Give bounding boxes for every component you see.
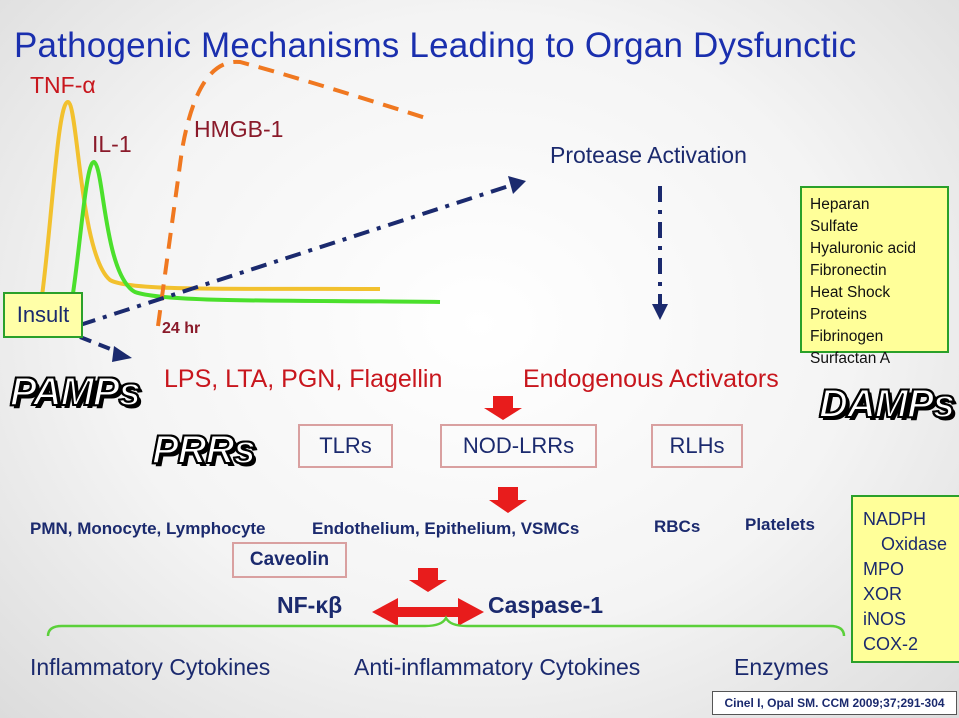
enzyme-item: Oxidase [881,534,948,554]
arrowhead-pamps [112,346,132,362]
red-down-arrow-3 [409,568,447,592]
green-brace [48,618,844,636]
anti-inflammatory-cytokines-label: Anti-inflammatory Cytokines [354,654,641,680]
enzymes-label: Enzymes [734,654,829,680]
il1-curve [72,162,440,302]
caspase1-label: Caspase-1 [488,592,604,618]
arrowhead-protease [508,176,526,194]
red-double-arrow [372,598,484,626]
citation: Cinel I, Opal SM. CCM 2009;37;291-304 [712,691,957,715]
nodlrrs-label: NOD-LRRs [462,433,575,458]
molecule-item: Heparan [810,196,870,213]
insult-box [3,292,83,338]
molecule-item: Heat Shock [810,284,891,301]
molecule-item: Fibrinogen [810,328,884,345]
protease-activation-label: Protease Activation [550,142,747,168]
tissue-cells-label: Endothelium, Epithelium, VSMCs [312,519,580,538]
insult-to-pamps-arrow [80,337,118,352]
rbcs-label: RBCs [654,517,701,536]
inflammatory-cytokines-label: Inflammatory Cytokines [30,654,271,680]
damps-molecule-box [800,186,949,367]
molecule-item: Hyaluronic acid [810,240,916,257]
leukocytes-label: PMN, Monocyte, Lymphocyte [30,519,266,538]
caveolin-label: Caveolin [249,549,330,570]
enzyme-list-box [851,495,959,663]
insult-label: Insult [16,302,70,327]
enzyme-item: MPO [863,559,905,579]
rlhs-box [651,424,743,468]
enzyme-item: NADPH [863,509,927,529]
pamps-heading: PAMPs [10,370,140,414]
il1-label: IL-1 [92,131,132,157]
molecule-item: Proteins [810,306,867,323]
enzyme-item: XOR [863,584,903,604]
red-down-arrow-1 [484,396,522,420]
red-down-arrow-2 [489,487,527,513]
hmgb1-label: HMGB-1 [194,116,284,142]
page-title: Pathogenic Mechanisms Leading to Organ Dysfunctic [14,26,857,65]
platelets-label: Platelets [745,515,815,534]
molecule-item: Sulfate [810,218,859,235]
rlhs-label: RLHs [669,433,725,458]
tlrs-label: TLRs [319,433,372,458]
prrs-heading: PRRs [152,428,255,472]
molecule-item: Surfactan A [810,350,891,367]
hmgb1-curve [158,62,432,326]
nfkb-label: NF-κβ [277,592,343,618]
arrowhead-down [652,304,668,320]
tlrs-box [298,424,393,468]
time-label: 24 hr [162,320,201,337]
nodlrrs-box [440,424,597,468]
tnf-label: TNF-α [30,72,96,98]
enzyme-item: COX-2 [863,634,919,654]
enzyme-item: iNOS [863,609,907,629]
endogenous-activators-label: Endogenous Activators [523,365,779,393]
insult-to-protease-arrow [80,185,512,325]
molecule-item: Fibronectin [810,262,887,279]
caveolin-box [232,542,347,578]
damps-heading: DAMPs [819,382,955,426]
pamps-list: LPS, LTA, PGN, Flagellin [164,365,443,393]
